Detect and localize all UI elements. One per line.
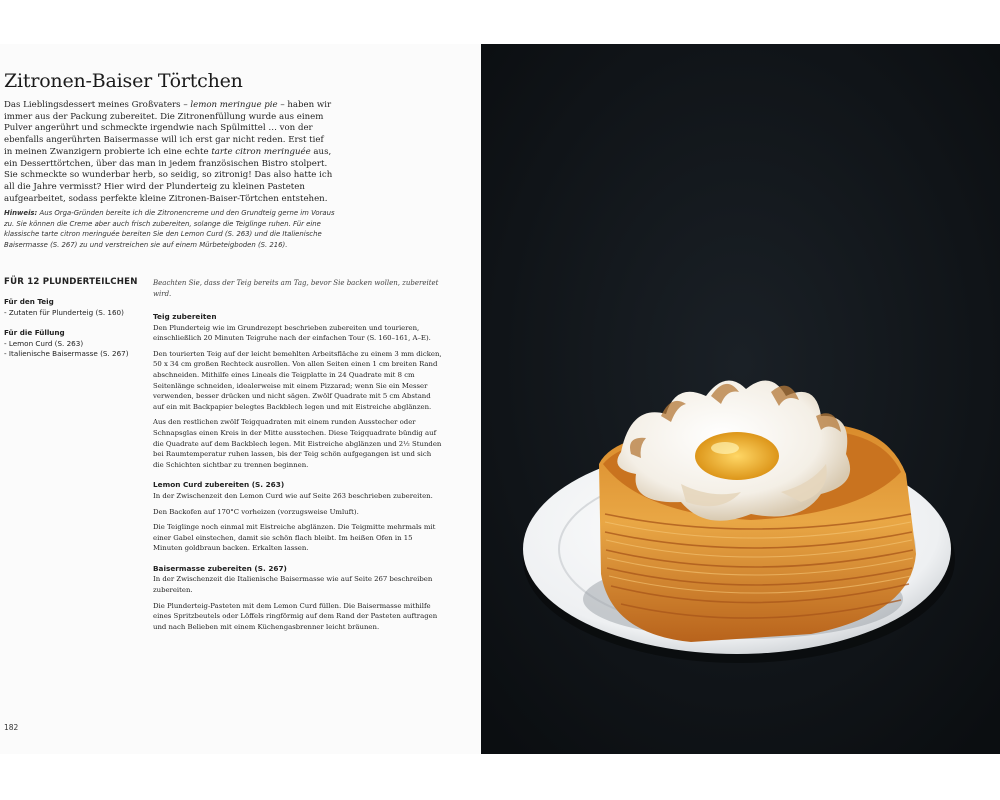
intro-emphasis-1: lemon meringue pie — [190, 100, 278, 110]
intro-paragraph — [4, 100, 334, 205]
book-spread — [0, 44, 1000, 754]
step-heading: Teig zubereiten — [153, 312, 217, 321]
yield-heading: FÜR 12 PLUNDERTEILCHEN — [4, 277, 138, 287]
page-number: 182 — [4, 723, 19, 732]
pastry-photo — [481, 44, 1000, 754]
ingredient-item: - Zutaten für Plunderteig (S. 160) — [4, 307, 124, 317]
step-paragraph: Den Plunderteig wie im Grundrezept beschrieben zubereiten und tourieren, einschließlich 20 Minuten Teigruhe nach der einfachen Tour (S. 160–161, A–E). — [153, 323, 431, 343]
ingredient-group — [4, 328, 139, 360]
ingredients-column — [4, 277, 139, 370]
instructions-column — [153, 278, 443, 642]
intro-text-3: aus, ein Desserttörtchen, über das man in jedem französischen Bistro stolpert. Sie schmeckte so wunderbar herb, so seidig, so zitronig! Das also hatte ich all die Jahre vermisst? Hier wird der Plunderteig zu kleinen Pasteten aufgearbeitet, sodass perfekte kleine Zitronen-Baiser-Törtchen entstehen. — [4, 146, 333, 204]
step-paragraph: Die Plunderteig-Pasteten mit dem Lemon Curd füllen. Die Baisermasse mithilfe eines Spritzbeutels oder Löffels ringförmig auf dem Rand der Pasteten auftragen und nach Belieben mit einem Küchengasbrenner leicht bräunen. — [153, 601, 438, 631]
lemon-meringue-pastry-illustration — [481, 44, 1000, 754]
step-section — [153, 312, 443, 470]
step-paragraph: In der Zwischenzeit die Italienische Baisermasse wie auf Seite 267 beschreiben zubereiten. — [153, 575, 433, 595]
step-heading: Baisermasse zubereiten (S. 267) — [153, 563, 287, 573]
step-section — [153, 564, 443, 633]
ingredient-item: - Italienische Baisermasse (S. 267) — [4, 349, 129, 358]
hint-text: Aus Orga-Gründen bereite ich die Zitronencreme und den Grundteig gerne im Voraus zu. Sie können die Creme aber auch frisch zubereiten, solange die Teiglinge ruhen. Für eine klassische tarte citron meringuée bereiten Sie den Lemon Curd (S. 263) und die Italienische Baisermasse (S. 267) zu und verstreichen sie auf einem Mürbeteigboden (S. 216). — [4, 209, 335, 250]
intro-emphasis-2: tarte citron meringuée — [211, 146, 311, 157]
step-paragraph: In der Zwischenzeit den Lemon Curd wie auf Seite 263 beschrieben zubereiten. — [153, 491, 433, 500]
intro-text-2: – haben wir immer aus der Packung zubereitet. Die Zitronenfüllung wurde aus einem Pulver angerührt und schmeckte irgendwie nach Spülmittel … von der ebenfalls angerührten Baisermasse will ich erst gar nicht reden. Erst tief in meinen Zwanzigern probierte ich eine echte — [4, 100, 332, 157]
recipe-title: Zitronen-Baiser Törtchen — [4, 70, 243, 92]
step-paragraph: Den Backofen auf 170°C vorheizen (vorzugsweise Umluft). — [153, 507, 359, 516]
step-heading: Lemon Curd zubereiten (S. 263) — [153, 480, 285, 490]
ingredient-group — [4, 297, 139, 318]
step-paragraph: Den tourierten Teig auf der leicht bemehlten Arbeitsfläche zu einem 3 mm dicken, 50 x 34 cm großen Rechteck ausrollen. Von allen Seiten einen 1 cm breiten Rand abschneiden. Mithilfe eines Lineals die Teigplatte in 24 Quadrate mit 8 cm Seitenlänge schneiden, idealerweise mit einem Pizzarad; wenn Sie ein Messer verwenden, besser drücken und nicht sägen. Zwölf Quadrate mit 5 cm Abstand auf ein mit Backpapier belegtes Backblech legen und mit Eistreiche abglänzen. — [153, 349, 442, 411]
ingredient-item: - Lemon Curd (S. 263) — [4, 338, 84, 348]
recipe-page — [0, 44, 481, 754]
step-paragraph: Aus den restlichen zwölf Teigquadraten mit einem runden Ausstecher oder Schnapsglas einen Kreis in der Mitte ausstechen. Diese Teigquadrate bündig auf die Quadrate auf dem Backblech legen. Mit Eistreiche abglänzen und 2½ Stunden bei Raumtemperatur ruhen lassen, bis der Teig schön aufgegangen ist und sich die Schichten sichtbar zu trennen beginnen. — [153, 418, 442, 469]
intro-text-1: Das Lieblingsdessert meines Großvaters – — [4, 100, 191, 110]
ingredient-group-heading: Für die Füllung — [4, 328, 65, 337]
step-paragraph: Die Teiglinge noch einmal mit Eistreiche abglänzen. Die Teigmitte mehrmals mit einer Gabel einstechen, damit sie schön flach bleibt. Im heißen Ofen in 15 Minuten goldbraun backen. Erkalten lassen. — [153, 523, 436, 553]
preparation-note: Beachten Sie, dass der Teig bereits am Tag, bevor Sie backen wollen, zubereitet wird. — [153, 279, 439, 298]
hint-label: Hinweis: — [4, 209, 38, 217]
hint-note — [4, 208, 339, 251]
ingredient-group-heading: Für den Teig — [4, 297, 54, 306]
step-section — [153, 480, 443, 554]
